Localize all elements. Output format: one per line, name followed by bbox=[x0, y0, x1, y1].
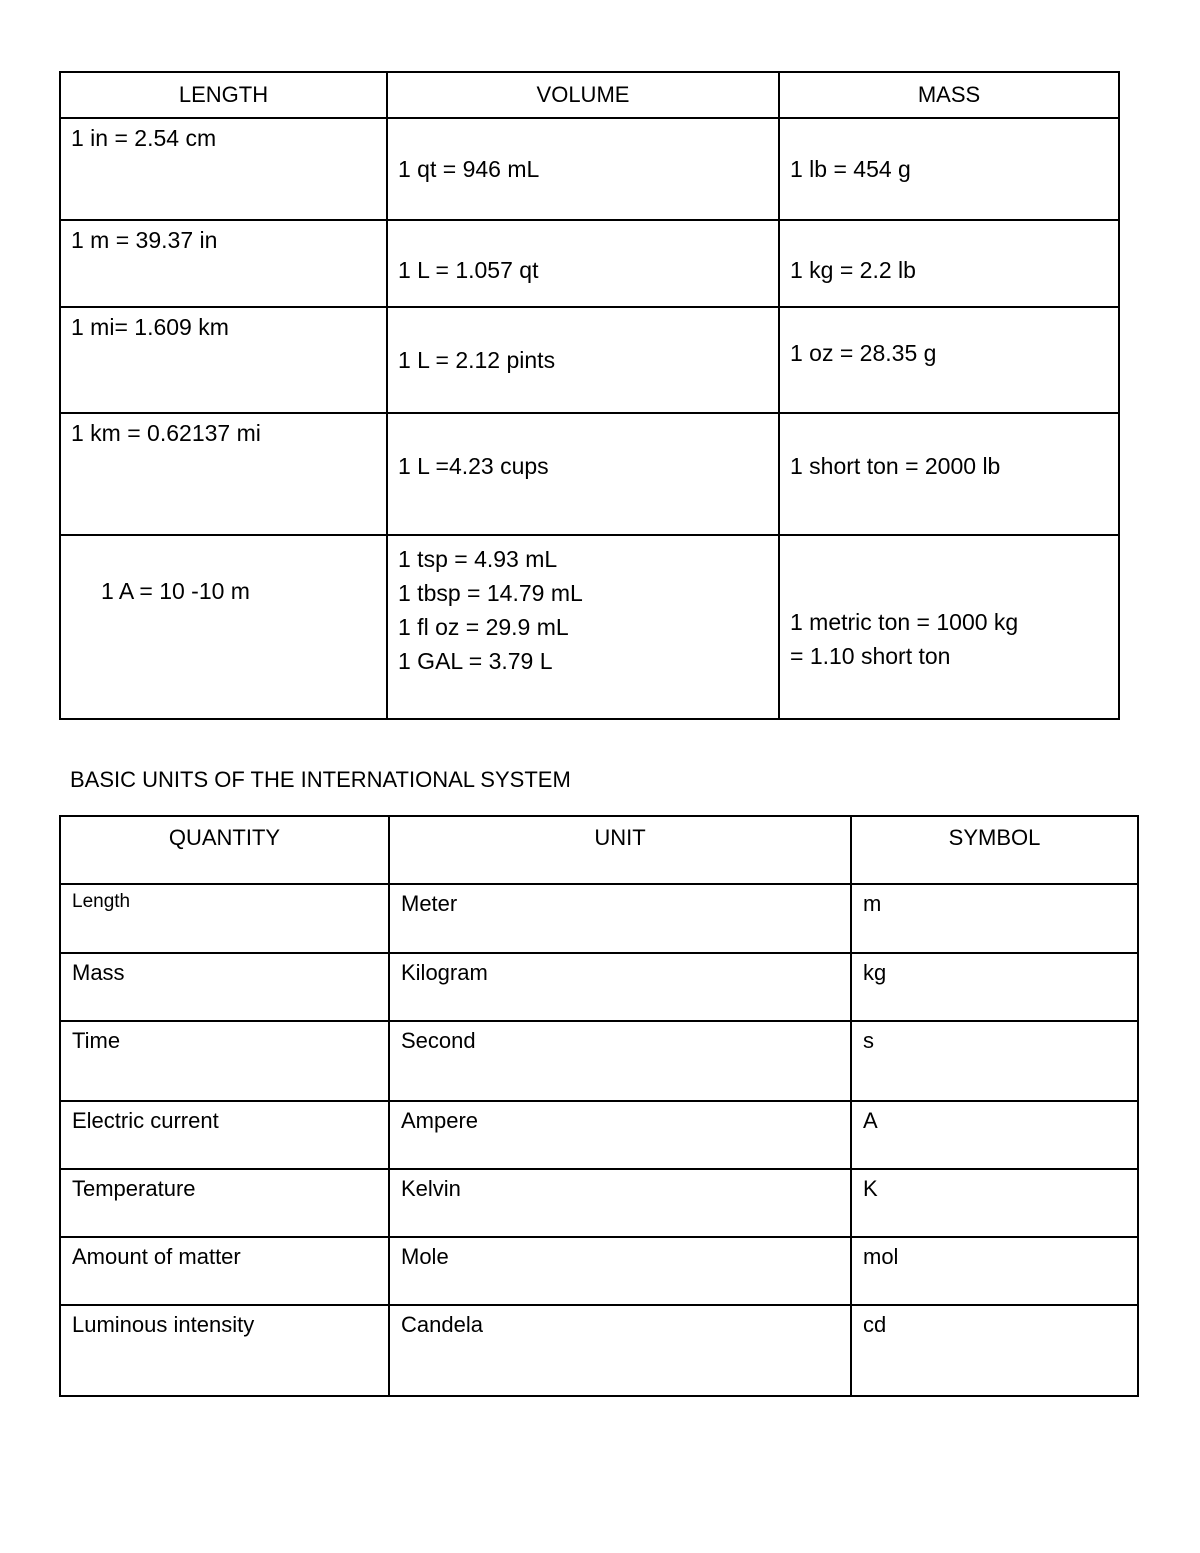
volume-line: 1 tsp = 4.93 mL bbox=[398, 546, 558, 572]
volume-line: 1 fl oz = 29.9 mL bbox=[398, 614, 569, 640]
si-units-heading: BASIC UNITS OF THE INTERNATIONAL SYSTEM bbox=[70, 767, 571, 792]
quantity-cell: Amount of matter bbox=[60, 1237, 389, 1305]
length-cell: 1 mi= 1.609 km bbox=[60, 307, 387, 413]
mass-line: = 1.10 short ton bbox=[790, 643, 951, 669]
length-cell: 1 m = 39.37 in bbox=[60, 220, 387, 307]
mass-cell: 1 lb = 454 g bbox=[779, 118, 1119, 220]
table-row bbox=[60, 307, 1119, 413]
table-row bbox=[60, 413, 1119, 535]
unit-cell: Meter bbox=[389, 884, 851, 953]
mass-cell: 1 kg = 2.2 lb bbox=[779, 220, 1119, 307]
header-quantity: QUANTITY bbox=[60, 816, 389, 884]
symbol-cell: s bbox=[851, 1021, 1138, 1101]
symbol-cell: K bbox=[851, 1169, 1138, 1237]
table-row bbox=[60, 1021, 1138, 1101]
quantity-cell: Mass bbox=[60, 953, 389, 1021]
volume-list-cell bbox=[387, 535, 779, 719]
si-units-table bbox=[59, 815, 1139, 1397]
table-row bbox=[60, 953, 1138, 1021]
table-row bbox=[60, 884, 1138, 953]
mass-cell: 1 oz = 28.35 g bbox=[779, 307, 1119, 413]
conversion-table bbox=[59, 71, 1120, 720]
volume-cell: 1 L =4.23 cups bbox=[387, 413, 779, 535]
table-row bbox=[60, 220, 1119, 307]
quantity-cell: Luminous intensity bbox=[60, 1305, 389, 1396]
table-row bbox=[60, 535, 1119, 719]
table-row bbox=[60, 118, 1119, 220]
symbol-cell: A bbox=[851, 1101, 1138, 1169]
conversion-header-row bbox=[60, 72, 1119, 118]
quantity-cell: Temperature bbox=[60, 1169, 389, 1237]
unit-cell: Mole bbox=[389, 1237, 851, 1305]
metric-ton-cell bbox=[779, 535, 1119, 719]
header-volume: VOLUME bbox=[387, 72, 779, 118]
table-row bbox=[60, 1237, 1138, 1305]
quantity-cell: Time bbox=[60, 1021, 389, 1101]
volume-cell: 1 L = 1.057 qt bbox=[387, 220, 779, 307]
volume-line: 1 GAL = 3.79 L bbox=[398, 648, 553, 674]
symbol-cell: cd bbox=[851, 1305, 1138, 1396]
symbol-cell: m bbox=[851, 884, 1138, 953]
length-cell: 1 km = 0.62137 mi bbox=[60, 413, 387, 535]
header-unit: UNIT bbox=[389, 816, 851, 884]
unit-cell: Kelvin bbox=[389, 1169, 851, 1237]
unit-cell: Ampere bbox=[389, 1101, 851, 1169]
header-length: LENGTH bbox=[60, 72, 387, 118]
volume-line: 1 tbsp = 14.79 mL bbox=[398, 580, 583, 606]
symbol-cell: kg bbox=[851, 953, 1138, 1021]
table-row bbox=[60, 1305, 1138, 1396]
table-row bbox=[60, 1101, 1138, 1169]
header-mass: MASS bbox=[779, 72, 1119, 118]
length-cell: 1 in = 2.54 cm bbox=[60, 118, 387, 220]
table-row bbox=[60, 1169, 1138, 1237]
quantity-cell: Electric current bbox=[60, 1101, 389, 1169]
unit-cell: Second bbox=[389, 1021, 851, 1101]
quantity-cell: Length bbox=[60, 884, 389, 953]
header-symbol: SYMBOL bbox=[851, 816, 1138, 884]
unit-cell: Candela bbox=[389, 1305, 851, 1396]
mass-cell: 1 short ton = 2000 lb bbox=[779, 413, 1119, 535]
si-header-row bbox=[60, 816, 1138, 884]
angstrom-cell: 1 A = 10 -10 m bbox=[60, 535, 387, 719]
volume-cell: 1 L = 2.12 pints bbox=[387, 307, 779, 413]
symbol-cell: mol bbox=[851, 1237, 1138, 1305]
unit-cell: Kilogram bbox=[389, 953, 851, 1021]
mass-line: 1 metric ton = 1000 kg bbox=[790, 609, 1019, 635]
volume-cell: 1 qt = 946 mL bbox=[387, 118, 779, 220]
